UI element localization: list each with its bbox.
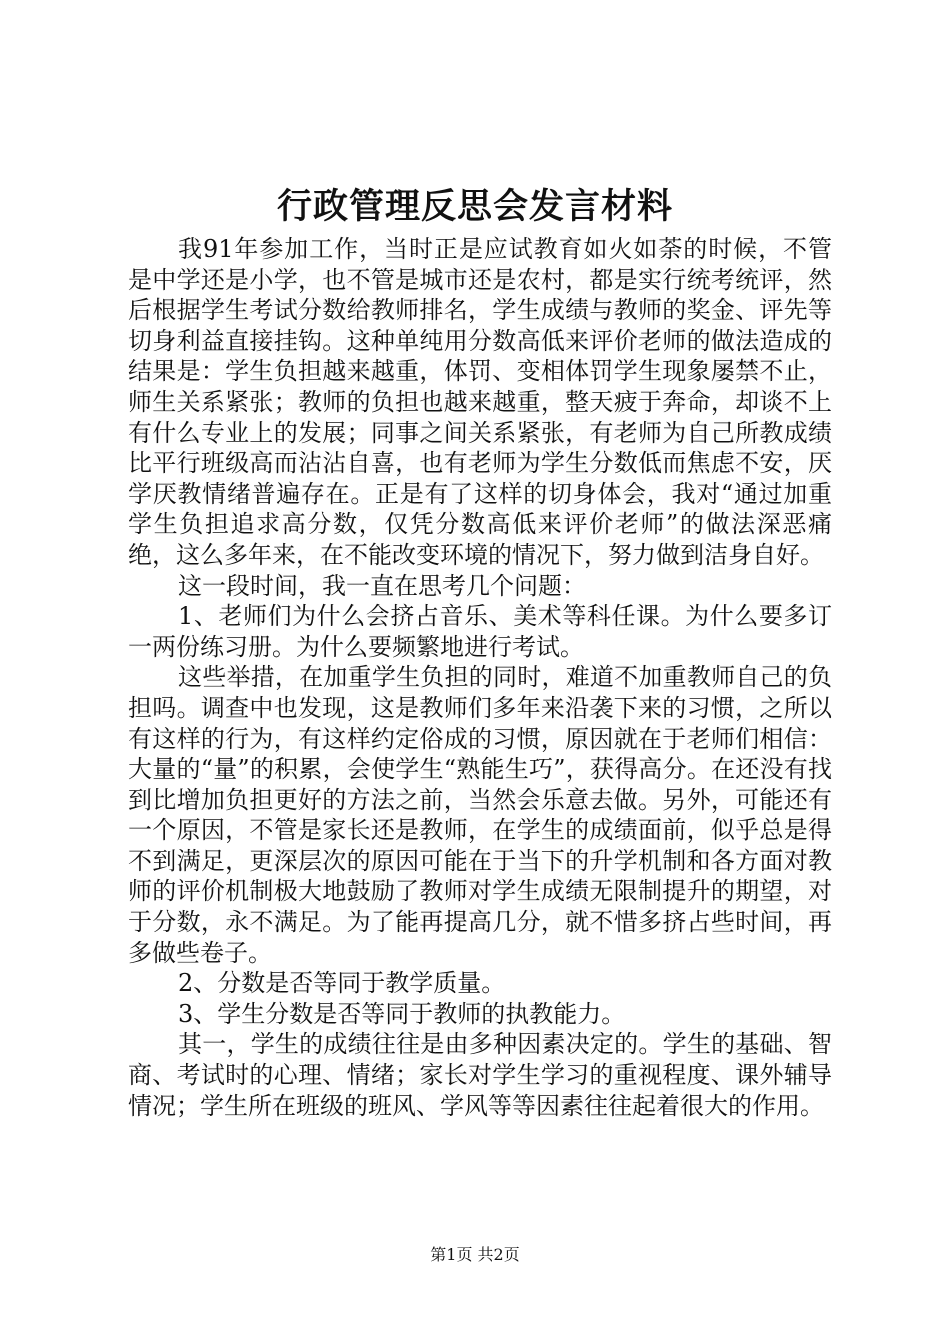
paragraph-2: 这一段时间，我一直在思考几个问题： (178, 571, 586, 600)
paragraph-3: 1、老师们为什么会挤占音乐、美术等科任课。为什么要多订一两份练习册。为什么要频繁地进行考试。 (128, 602, 832, 661)
document-body (128, 234, 832, 1121)
paragraph-1: 我91年参加工作，当时正是应试教育如火如荼的时候，不管是中学还是小学，也不管是城市还是农村，都是实行统考统评，然后根据学生考试分数给教师排名，学生成绩与教师的奖金、评先等切身利益直接挂钩。这种单纯用分数高低来评价老师的做法造成的结果是：学生负担越来越重，体罚、变相体罚学生现象屡禁不止，师生关系紧张；教师的负担也越来越重，整天疲于奔命，却谈不上有什么专业上的发展；同事之间关系紧张，有老师为自己所教成绩比平行班级高而沾沾自喜，也有老师为学生分数低而焦虑不安，厌学厌教情绪普遍存在。正是有了这样的切身体会，我对“通过加重学生负担追求高分数，仅凭分数高低来评价老师”的做法深恶痛绝，这么多年来，在不能改变环境的情况下，努力做到洁身自好。 (128, 235, 832, 569)
page-number-footer: 第1页 共2页 (430, 1245, 520, 1264)
paragraph-7: 其一，学生的成绩往往是由多种因素决定的。学生的基础、智商、考试时的心理、情绪；家长对学生学习的重视程度、课外辅导情况；学生所在班级的班风、学风等等因素往往起着很大的作用。 (128, 1030, 832, 1120)
paragraph-5: 2、分数是否等同于教学质量。 (178, 969, 506, 998)
paragraph-4: 这些举措，在加重学生负担的同时，难道不加重教师自己的负担吗。调查中也发现，这是教师们多年来沿袭下来的习惯，之所以有这样的行为，有这样约定俗成的习惯，原因就在于老师们相信：大量的“量”的积累，会使学生“熟能生巧”，获得高分。在还没有找到比增加负担更好的方法之前，当然会乐意去做。另外，可能还有一个原因，不管是家长还是教师，在学生的成绩面前，似乎总是得不到满足，更深层次的原因可能在于当下的升学机制和各方面对教师的评价机制极大地鼓励了教师对学生成绩无限制提升的期望，对于分数，永不满足。为了能再提高几分，就不惜多挤占些时间，再多做些卷子。 (128, 663, 832, 967)
document-title: 行政管理反思会发言材料 (276, 186, 673, 227)
paragraph-6: 3、学生分数是否等同于教师的执教能力。 (178, 999, 626, 1028)
